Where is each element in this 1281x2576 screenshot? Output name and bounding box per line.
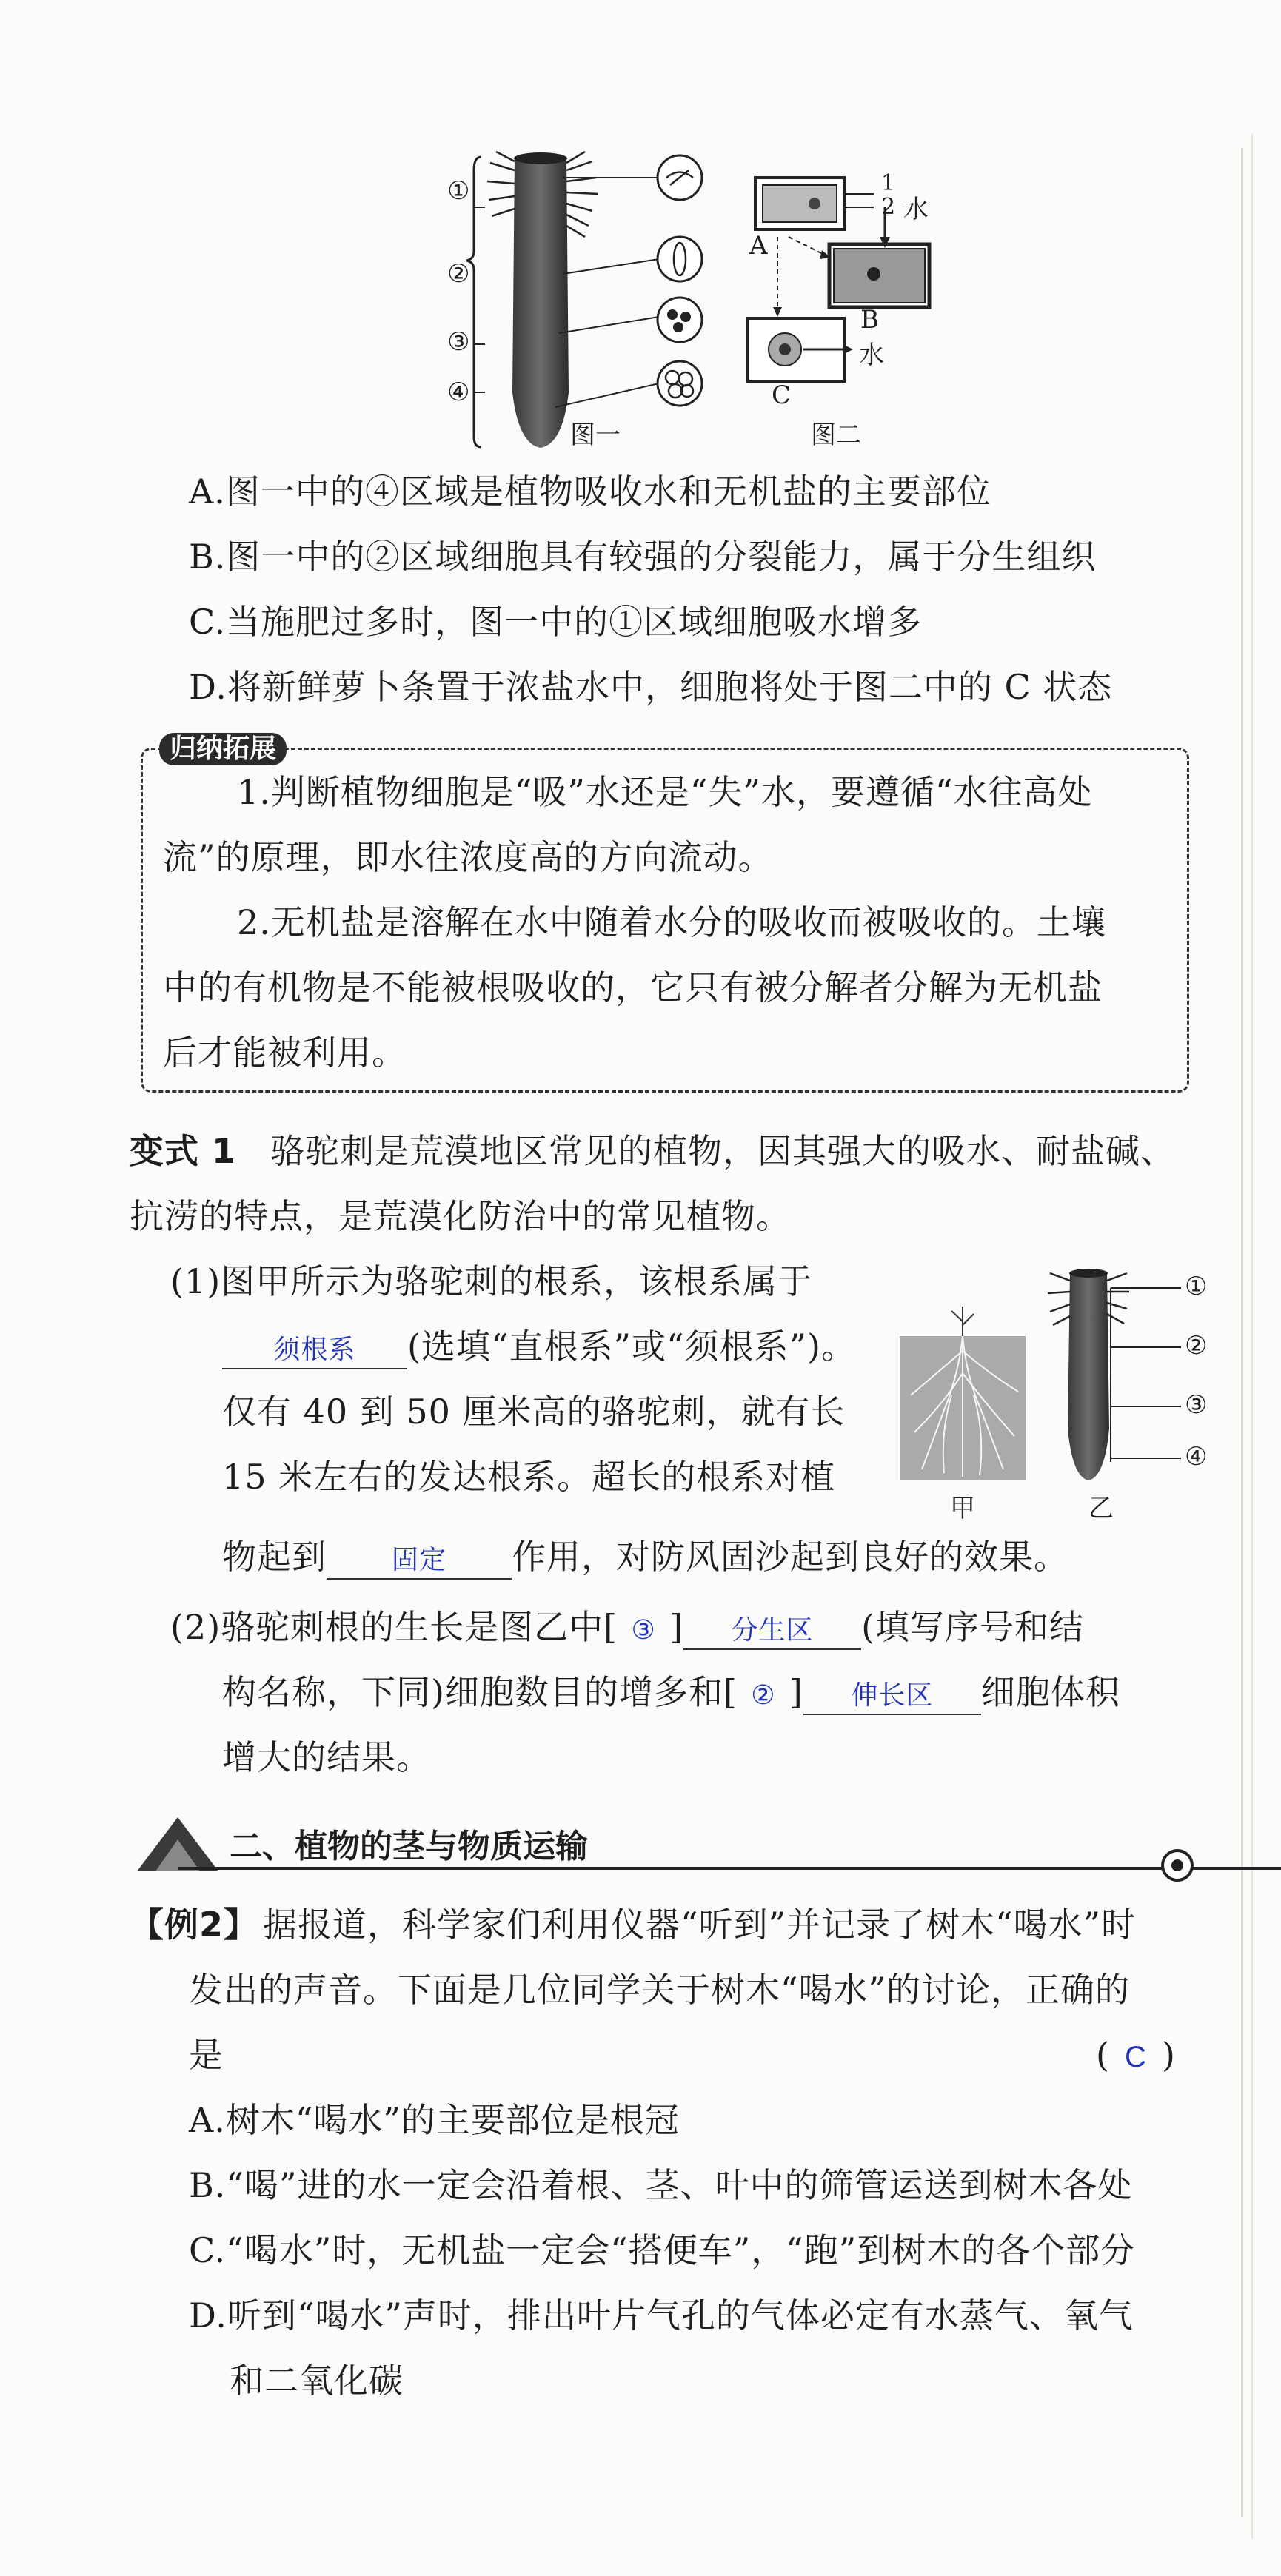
example2-option-d-line2: 和二氧化碳 — [230, 2361, 404, 2401]
fig2-label-water-out: 水 — [859, 341, 884, 370]
variant1-p2-bracket-2: ] — [789, 1672, 803, 1712]
fig1-label-1: ① — [447, 176, 470, 206]
summary-box-tag: 归纳拓展 — [159, 733, 287, 765]
variant1-p1-line4: 15 米左右的发达根系。超长的根系对植 — [222, 1457, 836, 1497]
example2-option-c: C.“喝水”时，无机盐一定会“搭便车”，“跑”到树木的各个部分 — [189, 2230, 1136, 2270]
variant1-p1-line2-rest: (选填“直根系”或“须根系”)。 — [407, 1326, 856, 1366]
figure-jia-caption: 甲 — [950, 1494, 975, 1523]
fig2-label-a: A — [749, 231, 768, 261]
example2-option-a: A.树木“喝水”的主要部位是根冠 — [189, 2100, 680, 2140]
fig2-caption: 图二 — [811, 420, 861, 450]
fig2-label-2: 2 — [881, 194, 896, 220]
example2-answer[interactable]: C — [1125, 2041, 1147, 2073]
figure-yi-label-2: ② — [1185, 1331, 1208, 1361]
answer-region-number-1[interactable]: ③ — [631, 1614, 656, 1645]
section-end-circle-icon — [1155, 1843, 1200, 1888]
figure-1-root-tip — [444, 148, 755, 459]
example2-label: 【例2】 — [130, 1905, 259, 1945]
q1-option-b: B.图一中的②区域细胞具有较强的分裂能力，属于分生组织 — [189, 537, 1097, 577]
section-underline — [178, 1867, 1281, 1870]
variant1-p1-line3: 仅有 40 到 50 厘米高的骆驼刺，就有长 — [222, 1392, 846, 1432]
figure-yi-caption: 乙 — [1088, 1494, 1114, 1523]
figure-yi-label-3: ③ — [1185, 1390, 1208, 1420]
figure-yi-label-1: ① — [1185, 1272, 1208, 1301]
variant1-p2-line1-post: (填写序号和结 — [861, 1607, 1085, 1647]
variant1-p2-bracket-1: ] — [669, 1607, 684, 1647]
q1-option-c: C.当施肥过多时，图一中的①区域细胞吸水增多 — [189, 602, 923, 642]
answer-paren-open: ( — [1096, 2035, 1110, 2075]
example2-option-d-line1: D.听到“喝水”声时，排出叶片气孔的气体必定有水蒸气、氧气 — [189, 2295, 1134, 2335]
variant1-label: 变式 1 — [130, 1131, 237, 1171]
fig2-label-water-in: 水 — [903, 195, 929, 224]
q1-option-a: A.图一中的④区域是植物吸收水和无机盐的主要部位 — [189, 472, 991, 511]
variant1-p2-line2 — [222, 1670, 1120, 1717]
page-edge-shadow-2 — [1251, 133, 1253, 2539]
section-triangle-icon — [133, 1814, 222, 1873]
fig2-label-1: 1 — [881, 170, 896, 196]
answer-blank-function[interactable]: 固定 — [327, 1541, 512, 1580]
fig2-label-b: B — [860, 305, 879, 335]
variant1-p2-line1-pre: (2)骆驼刺根的生长是图乙中[ — [170, 1607, 618, 1647]
summary-p2-line2: 中的有机物是不能被根吸收的，它只有被分解者分解为无机盐 — [163, 967, 1103, 1007]
variant1-p2-line2-pre: 构名称，下同)细胞数目的增多和[ — [222, 1672, 738, 1712]
variant1-intro-line1: 骆驼刺是荒漠地区常见的植物，因其强大的吸水、耐盐碱、 — [270, 1131, 1175, 1171]
answer-region-number-2[interactable]: ② — [751, 1680, 776, 1710]
fig1-caption: 图一 — [570, 420, 621, 450]
variant1-p1-line5-pre: 物起到 — [222, 1537, 327, 1577]
variant1-p2-line1 — [170, 1605, 1084, 1652]
answer-blank-region-name-1[interactable]: 分生区 — [683, 1611, 861, 1650]
variant1-p1-line5-post: 作用，对防风固沙起到良好的效果。 — [512, 1537, 1068, 1577]
example2-line2: 发出的声音。下面是几位同学关于树木“喝水”的讨论，正确的 — [189, 1970, 1131, 2010]
section-2-title: 二、植物的茎与物质运输 — [230, 1828, 588, 1865]
variant1-p1-line5 — [222, 1534, 1068, 1580]
variant1-p2-line3: 增大的结果。 — [222, 1737, 431, 1777]
figure-jia-root-system — [900, 1307, 1026, 1480]
fig1-label-4: ④ — [447, 378, 470, 407]
answer-blank-region-name-2[interactable]: 伸长区 — [803, 1677, 981, 1715]
answer-paren-close: ) — [1161, 2035, 1176, 2075]
variant1-p1-line2 — [222, 1324, 856, 1369]
example2-line3: 是 — [189, 2035, 224, 2075]
example2-option-b: B.“喝”进的水一定会沿着根、茎、叶中的筛管运送到树木各处 — [189, 2165, 1133, 2205]
page-edge-shadow — [1241, 148, 1243, 2517]
summary-p2-line3: 后才能被利用。 — [163, 1033, 407, 1073]
fig1-label-3: ③ — [447, 327, 470, 357]
fig1-label-2: ② — [447, 259, 470, 289]
fig2-label-c: C — [772, 380, 792, 410]
figure-yi-label-4: ④ — [1185, 1442, 1208, 1472]
summary-p1-line1: 1.判断植物细胞是“吸”水还是“失”水，要遵循“水往高处 — [237, 772, 1093, 812]
variant1-intro-line2: 抗涝的特点，是荒漠化防治中的常见植物。 — [130, 1196, 791, 1236]
summary-p1-line2: 流”的原理，即水往浓度高的方向流动。 — [163, 837, 773, 877]
variant1-p2-line2-post: 细胞体积 — [980, 1672, 1120, 1712]
example2-answer-bracket — [1096, 2033, 1176, 2079]
section-2-header — [133, 1806, 1200, 1873]
variant1-p1-line1: (1)图甲所示为骆驼刺的根系，该根系属于 — [170, 1261, 813, 1301]
q1-option-d: D.将新鲜萝卜条置于浓盐水中，细胞将处于图二中的 C 状态 — [189, 667, 1113, 707]
example2-line1: 据报道，科学家们利用仪器“听到”并记录了树木“喝水”时 — [263, 1905, 1137, 1945]
summary-p2-line1: 2.无机盐是溶解在水中随着水分的吸收而被吸收的。土壤 — [237, 902, 1106, 942]
answer-blank-root-system[interactable]: 须根系 — [222, 1331, 407, 1369]
